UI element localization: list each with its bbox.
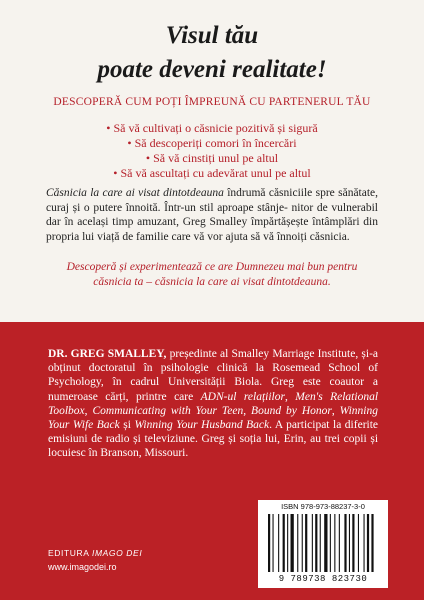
bio-text: Greg este coautor a numeroase cărți, printre care [48, 376, 378, 403]
description-text: împărtășește întâmplări din propria lui viață de familie care vă [46, 216, 379, 243]
benefit-item: • Să vă cinstiți unul pe altul [145, 151, 279, 165]
book-title-inline: Communicating with Your [92, 404, 217, 417]
book-description [46, 186, 378, 244]
tagline-quote [50, 260, 374, 289]
publisher-website: www.imagodei.ro [48, 562, 117, 572]
bio-text: Institute, și-a obținut doctoratul în psihologie clinică la [48, 348, 379, 375]
bio-text: , [84, 404, 93, 417]
tagline-line: Descoperă și experimentează ce are Dumnezeu mai bun pentru [66, 261, 358, 273]
bio-text: președinte al Smalley Marriage [166, 348, 315, 360]
book-title-inline: Teen [221, 404, 244, 417]
bio-text: , [284, 390, 296, 403]
description-text: vor ajuta să vă înnoiți căsnicia. [207, 230, 350, 243]
book-title-inline: Winning Your [134, 419, 198, 432]
book-title-inline: relațiilor [243, 390, 285, 403]
barcode-icon [266, 514, 380, 572]
bio-text: Branson, Missouri. [100, 447, 189, 460]
bio-text: . A participat la diferite emisiuni de radio și [48, 419, 379, 446]
book-title-inline: Men's Relational Toolbox [48, 390, 379, 417]
publisher-brand: IMAGO DEI [92, 548, 143, 558]
bio-text: televiziune. Greg și soția lui, Erin, au trei copii și locuiesc în [48, 433, 379, 460]
isbn-text: ISBN 978-973-88237-3-0 [281, 502, 365, 511]
book-title-inline: Winning Your Wife Back [48, 404, 379, 432]
description-text: nitor de vulnerabil dar în același timp amuzant, Greg Smalley [46, 201, 378, 229]
headline-line-2: poate deveni realitate! [97, 56, 327, 83]
subheading: DESCOPERĂ CUM POȚI ÎMPREUNĂ CU PARTENERUL TĂU [53, 96, 371, 108]
headline-line-1: Visul tău [165, 22, 259, 49]
barcode-digits: 9 789738 823730 [278, 574, 368, 584]
bio-text: , [243, 404, 252, 417]
author-bio [48, 347, 378, 461]
benefit-item: • Să vă cultivați o căsnicie pozitivă și sigură [106, 121, 318, 135]
benefit-item: • Să vă ascultați cu adevărat unul pe altul [113, 166, 311, 180]
author-name: DR. GREG SMALLEY, [48, 348, 167, 360]
tagline-line: căsnicia ta – căsnicia la care ai visat dintotdeauna. [93, 275, 331, 288]
benefit-list [0, 121, 424, 181]
description-text: îndrumă căsniciile spre [223, 187, 335, 199]
book-title-inline: Husband Back [201, 419, 270, 432]
book-title-inline: Căsnicia la care ai visat dintotdeauna [46, 187, 224, 199]
bio-text: și [119, 419, 135, 432]
barcode-label [258, 500, 388, 588]
description-text: sănătate, curaj și o putere înnoită. Într-un stil aproape stânje- [46, 187, 379, 214]
bio-text: Rosemead School of Psychology, în cadrul Universității Biola. [48, 362, 379, 389]
bio-text: , [331, 404, 340, 417]
book-title-inline: Bound by Honor [251, 404, 332, 417]
publisher-prefix: EDITURA [48, 548, 93, 558]
benefit-item: • Să descoperiți comori în încercări [127, 136, 297, 150]
publisher-name [48, 548, 142, 558]
book-title-inline: ADN-ul [200, 390, 237, 403]
